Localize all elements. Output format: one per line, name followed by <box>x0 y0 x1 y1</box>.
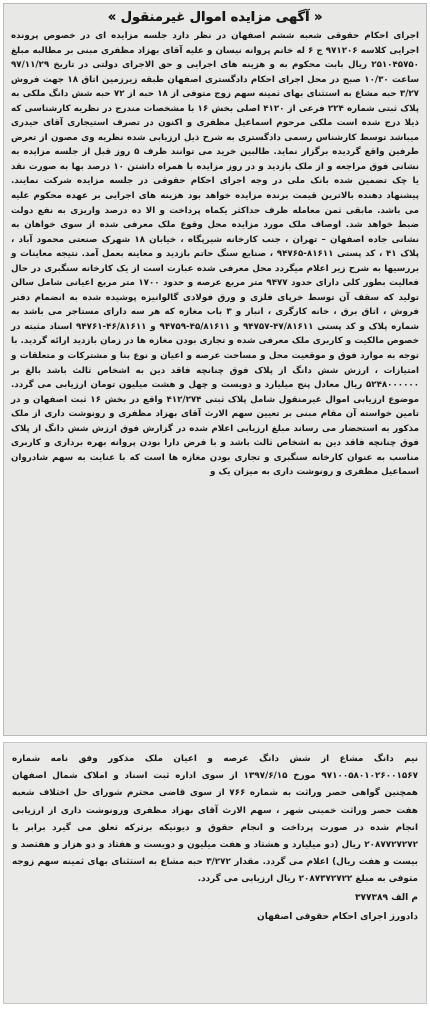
notice-body-part-1: اجرای احکام حقوقی شعبه ششم اصفهان در نظر دارد جلسه مزایده ای در خصوص پرونده اجرایی کلاسه ۹۷۱۲۰۶ ج ۶ له خانم پروانه نیسان و علیه آقای بهزاد مظفری مبنی بر مطالبه مبلغ ۲۵۱۰۴۵۷۵۰ ریال بابت محکوم به و هزینه های اجرایی و حق الاجرای دولتی در تاریخ ۹۷/۱۱/۲۹ ساعت ۱۰/۳۰ صبح در محل اجرای احکام دادگستری اصفهان طبقه زیرزمین اتاق ۱۸ جهت فروش ۳/۲۷ حبه مشاع به استثنای بهای ثمینه سهم زوج متوفی از ۱۸ حبه از ۷۲ حبه شش دانگ ملکی به پلاک ثبتی شماره ۲۲۴ فرعی از ۴۱۲۰ اصلی بخش ۱۶ با مشخصات مندرج در نظریه کارشناسی که ذیلا درج شده است ملکی مرحوم اسماعیل مظفری و اکنون در تصرف استیجاری آقای حیدری میباشد توسط کارشناس رسمی دادگستری به شرح ذیل ارزیابی شده نظریه وی مصون از تعرض طرفین واقع گردیده برگزار نماید. طالبین خرید می توانند ظرف ۵ روز قبل از جلسه مزایده به نشانی فوق مراجعه و از ملک بازدید و در روز مزایده با همراه داشتن ۱۰ درصد بها به صورت نقد یا چک تضمین شده بانک ملی در وجه اجرای احکام حقوقی در جلسه مزایده شرکت نمایند. پیشنهاد دهنده بالاترین قیمت برنده مزایده خواهد بود هزینه های اجرایی بر عهده محکوم علیه می باشد. مابقی ثمن معامله ظرف حداکثر یکماه پرداخت و الا ده درصد واریزی به نفع دولت ضبط خواهد شد. اوصاف ملک مورد مزایده محل وقوع ملک معرفی شده از سوی خواهان به نشانی جاده اصفهان – تهران ، جنب کارخانه شیرپگاه ، خیابان ۱۸ شهرک صنعتی محمود آباد ، پلاک ۴۱ ، کد پستی ۸۱۶۱۱-۹۴۷۶۵ ، صنایع سنگ حاتم بازدید و معاینه بعمل آمد. نتیجه معاینات و بررسیها به شرح زیر اعلام میگردد محل معرفی شده عبارت است از یک کارخانه سنگبری در حال فعالیت بطور کلی دارای حدود ۹۴۷۷ متر مربع عرصه و حدود ۱۷۰۰ متر مربع اعیانی شامل سالن تولید که سقف آن توسط خرپای فلزی و ورق فولادی گالوانیزه پوشیده شده به انضمام دفتر فروش ، اتاق برق ، خانه کارگری ، انبار و ۳ باب مغازه که هر سه دارای مستاجر می باشد به شماره پلاک و کد پستی ۴۷/۸۱۶۱۱-۹۴۷۵۷ و ۴۵/۸۱۶۱۱-۹۴۷۵۹ و ۴۶/۸۱۶۱۱-۹۴۷۶۱ اسناد مثبته در خصوص مالکیت و کاربری ملک معرفی شده و تجاری بودن مغازه ها در زمان بازدید ارائه گردید. با توجه به موارد فوق و موقعیت محل و مساحت عرصه و اعیان و نوع بنا و مشترکات و متعلقات و امتیازات ، ارزش شش دانگ از پلاک فوق چنانچه فاقد دین به اشخاص ثالث باشد بالغ بر ۵۲۴۸۰۰۰۰۰۰ ریال معادل پنج میلیارد و دویست و چهل و هشت میلیون تومان ارزیابی می گردد. موضوع ارزیابی اموال غیرمنقول شامل پلاک ثبتی ۴۱۲/۲۷۴ واقع در بخش ۱۶ ثبت اصفهان و در تامین خواسته آن مقام مبنی بر تعیین سهم الارث آقای بهزاد مظفری و رونوشت داری از ملک مذکور به استحضار می رساند مبلغ ارزیابی اعلام شده در گزارش فوق ارزش شش دانگ از پلاک فوق چنانچه فاقد دین به اشخاص ثالث باشد و با فرض دارا بودن پروانه بهره برداری و کاربری مناسب به عنوان کارخانه سنگبری و تجاری بودن مغازه ها است که با عنایت به سهم شادروان اسماعیل مظفری و رونوشت داری به میزان یک و <box>11 31 420 478</box>
notice-body-part-2: نیم دانگ مشاع از شش دانگ عرصه و اعیان ملک مذکور وفق نامه شماره ۹۷۱۰۰۵۸۰۱۰۲۶۰۰۱۵۶۷ مورخ ۱۳۹۷/۶/۱۵ از سوی اداره ثبت اسناد و املاک شمال اصفهان همچنین گواهی حصر وراثت به شماره ۷۶۶ از سوی قاضی محترم شورای حل اختلاف شعبه هفت حصر وراثت خمینی شهر ، سهم الارث آقای بهزاد مظفری ورونوشت داری از ارزیابی انجام شده در صورت پرداخت و انجام حقوق و دیونیکه برترکه تعلق می گیرد برابر با ۲۰۸۷۷۲۷۲۷۲ ریال (دو میلیارد و هشتاد و هفت میلیون و دویست و هفتاد و دو هزار و هفتصد و بیست و هفت ریال) اعلام می گردد. مقدار ۳/۲۷۲ حبه مشاع به استثنای بهای ثمینه سهم زوجه متوفی به مبلغ ۲۰۸۷۳۷۲۷۲۲ ریال ارزیابی می گردد. <box>12 754 418 885</box>
notice-clipping-part-2 <box>3 742 427 1004</box>
signature-line: دادورز اجرای احکام حقوقی اصفهان <box>257 911 418 922</box>
notice-clipping-part-1 <box>3 3 427 736</box>
notice-title: « آگهی مزایده اموال غیرمنقول » <box>107 10 323 25</box>
reference-number: م الف ۳۷۷۳۸۹ <box>354 892 418 903</box>
